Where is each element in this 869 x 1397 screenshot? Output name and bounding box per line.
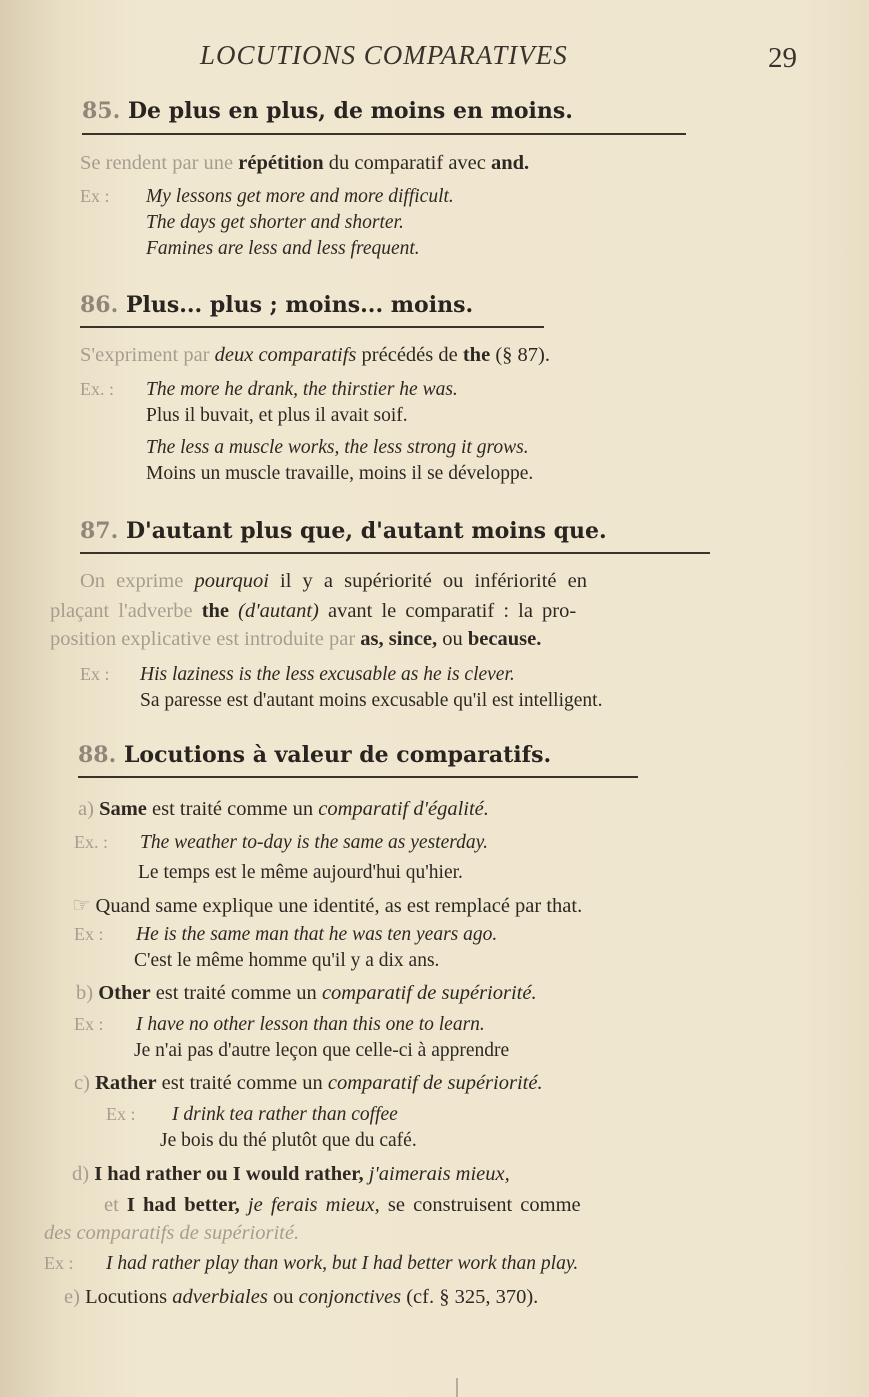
section-87-rule-line: position explicative est introduite par as, since, ou because.	[50, 628, 542, 650]
item-b: b) Other est traité comme un comparatif de supériorité.	[76, 982, 537, 1004]
item-d-line: des comparatifs de supériorité.	[44, 1222, 300, 1244]
section-88-heading	[78, 742, 551, 768]
example-label: Ex :	[74, 924, 104, 944]
section-title: D'autant plus que, d'autant moins que.	[125, 518, 607, 544]
heading-underline	[82, 133, 686, 135]
section-number: 86.	[80, 292, 119, 318]
example-label: Ex :	[74, 1014, 104, 1034]
example-sentence: Famines are less and less frequent.	[146, 238, 420, 259]
section-title: Plus... plus ; moins... moins.	[125, 292, 474, 318]
page-number: 29	[768, 42, 797, 74]
item-e: e) Locutions adverbiales ou conjonctives (cf. § 325, 370).	[64, 1286, 539, 1308]
heading-underline	[78, 776, 638, 778]
example-label: Ex :	[106, 1104, 136, 1124]
heading-underline	[80, 552, 710, 554]
translation: Je bois du thé plutôt que du café.	[160, 1130, 417, 1151]
example-sentence: I drink tea rather than coffee	[172, 1104, 398, 1125]
example-label: Ex. :	[80, 379, 114, 399]
section-number: 88.	[78, 742, 117, 768]
section-87-rule-line: On exprime pourquoi il y a supériorité ou infériorité en	[80, 570, 587, 592]
translation: Je n'ai pas d'autre leçon que celle-ci à apprendre	[134, 1040, 510, 1061]
section-number: 85.	[82, 98, 121, 124]
example-sentence: He is the same man that he was ten years ago.	[136, 924, 498, 945]
heading-underline	[80, 326, 544, 328]
section-87-rule-line: plaçant l'adverbe the (d'autant) avant le comparatif : la pro-	[50, 600, 577, 622]
example-sentence: The days get shorter and shorter.	[146, 212, 404, 233]
section-number: 87.	[80, 518, 119, 544]
example-sentence: I have no other lesson than this one to learn.	[136, 1014, 485, 1035]
item-d: d) I had rather ou I would rather, j'aimerais mieux,	[72, 1163, 510, 1185]
translation: Plus il buvait, et plus il avait soif.	[146, 405, 408, 426]
example-sentence: His laziness is the less excusable as he is clever.	[140, 664, 515, 685]
item-c: c) Rather est traité comme un comparatif de supériorité.	[74, 1072, 543, 1094]
item-d-line: et I had better, je ferais mieux, se construisent comme	[104, 1194, 581, 1216]
section-86-rule: S'expriment par deux comparatifs précédés de the (§ 87).	[80, 344, 550, 366]
item-a: a) Same est traité comme un comparatif d'égalité.	[78, 798, 489, 820]
example-sentence: The more he drank, the thirstier he was.	[146, 379, 458, 400]
translation: Sa paresse est d'autant moins excusable qu'il est intelligent.	[140, 690, 603, 711]
example-sentence: My lessons get more and more difficult.	[146, 186, 454, 207]
section-86-heading	[80, 292, 473, 318]
section-87-heading	[80, 518, 607, 544]
translation: C'est le même homme qu'il y a dix ans.	[134, 950, 440, 971]
section-title: De plus en plus, de moins en moins.	[127, 98, 573, 124]
running-title: LOCUTIONS COMPARATIVES	[200, 40, 568, 70]
section-85-heading	[82, 98, 573, 124]
example-label: Ex :	[44, 1253, 74, 1273]
section-title: Locutions à valeur de comparatifs.	[123, 742, 552, 768]
example-label: Ex :	[80, 186, 110, 206]
example-label: Ex :	[80, 664, 110, 684]
translation: Moins un muscle travaille, moins il se développe.	[146, 463, 534, 484]
section-85-rule: Se rendent par une répétition du comparatif avec and.	[80, 152, 530, 174]
translation: Le temps est le même aujourd'hui qu'hier.	[138, 862, 463, 883]
example-sentence: The less a muscle works, the less strong it grows.	[146, 437, 529, 458]
example-label: Ex. :	[74, 832, 108, 852]
example-sentence: The weather to-day is the same as yesterday.	[140, 832, 489, 853]
page-mark	[456, 1378, 458, 1397]
example-sentence: I had rather play than work, but I had better work than play.	[106, 1253, 579, 1274]
note-line: ☞ Quand same explique une identité, as est remplacé par that.	[72, 895, 583, 917]
pointing-hand-icon: ☞	[72, 895, 91, 917]
